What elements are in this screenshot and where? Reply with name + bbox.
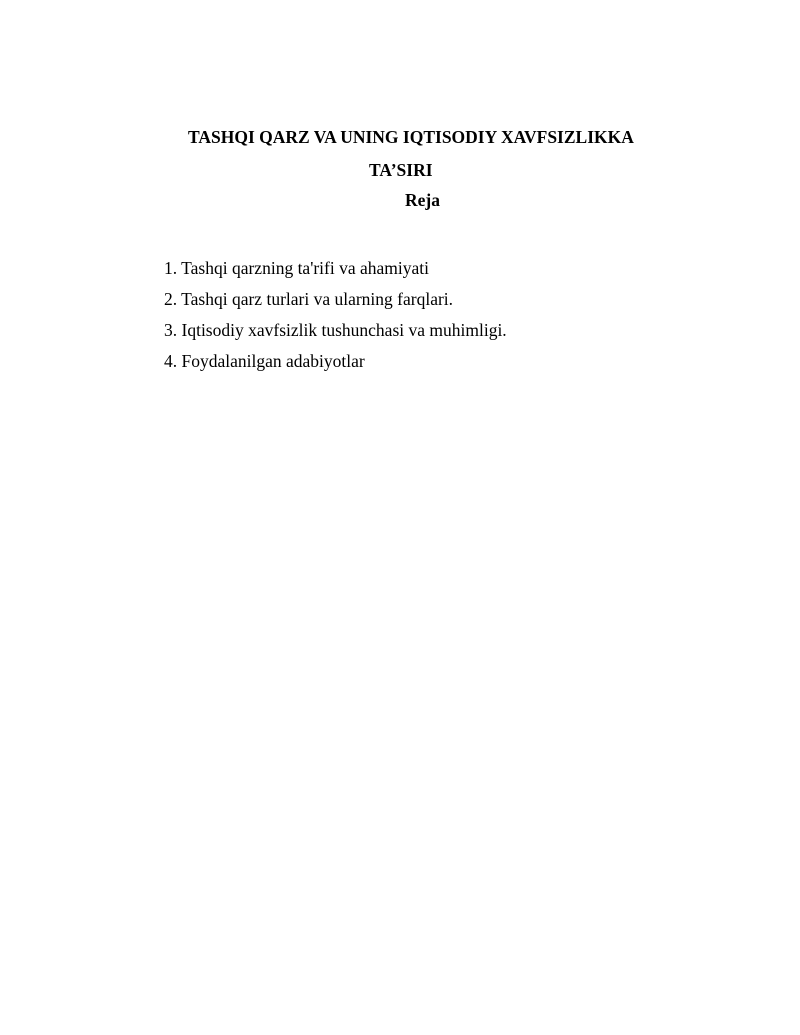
document-title-line-1: TASHQI QARZ VA UNING IQTISODIY XAVFSIZLIKKA	[188, 127, 634, 147]
plan-list	[164, 253, 507, 377]
plan-item-2: 2. Tashqi qarz turlari va ularning farqlari.	[164, 289, 454, 309]
plan-heading: Reja	[405, 190, 440, 210]
plan-item-3: 3. Iqtisodiy xavfsizlik tushunchasi va muhimligi.	[164, 320, 507, 340]
plan-item-1: 1. Tashqi qarzning ta'rifi va ahamiyati	[164, 258, 429, 278]
plan-item-4: 4. Foydalanilgan adabiyotlar	[164, 351, 365, 371]
document-title-line-2: TA’SIRI	[369, 160, 433, 180]
